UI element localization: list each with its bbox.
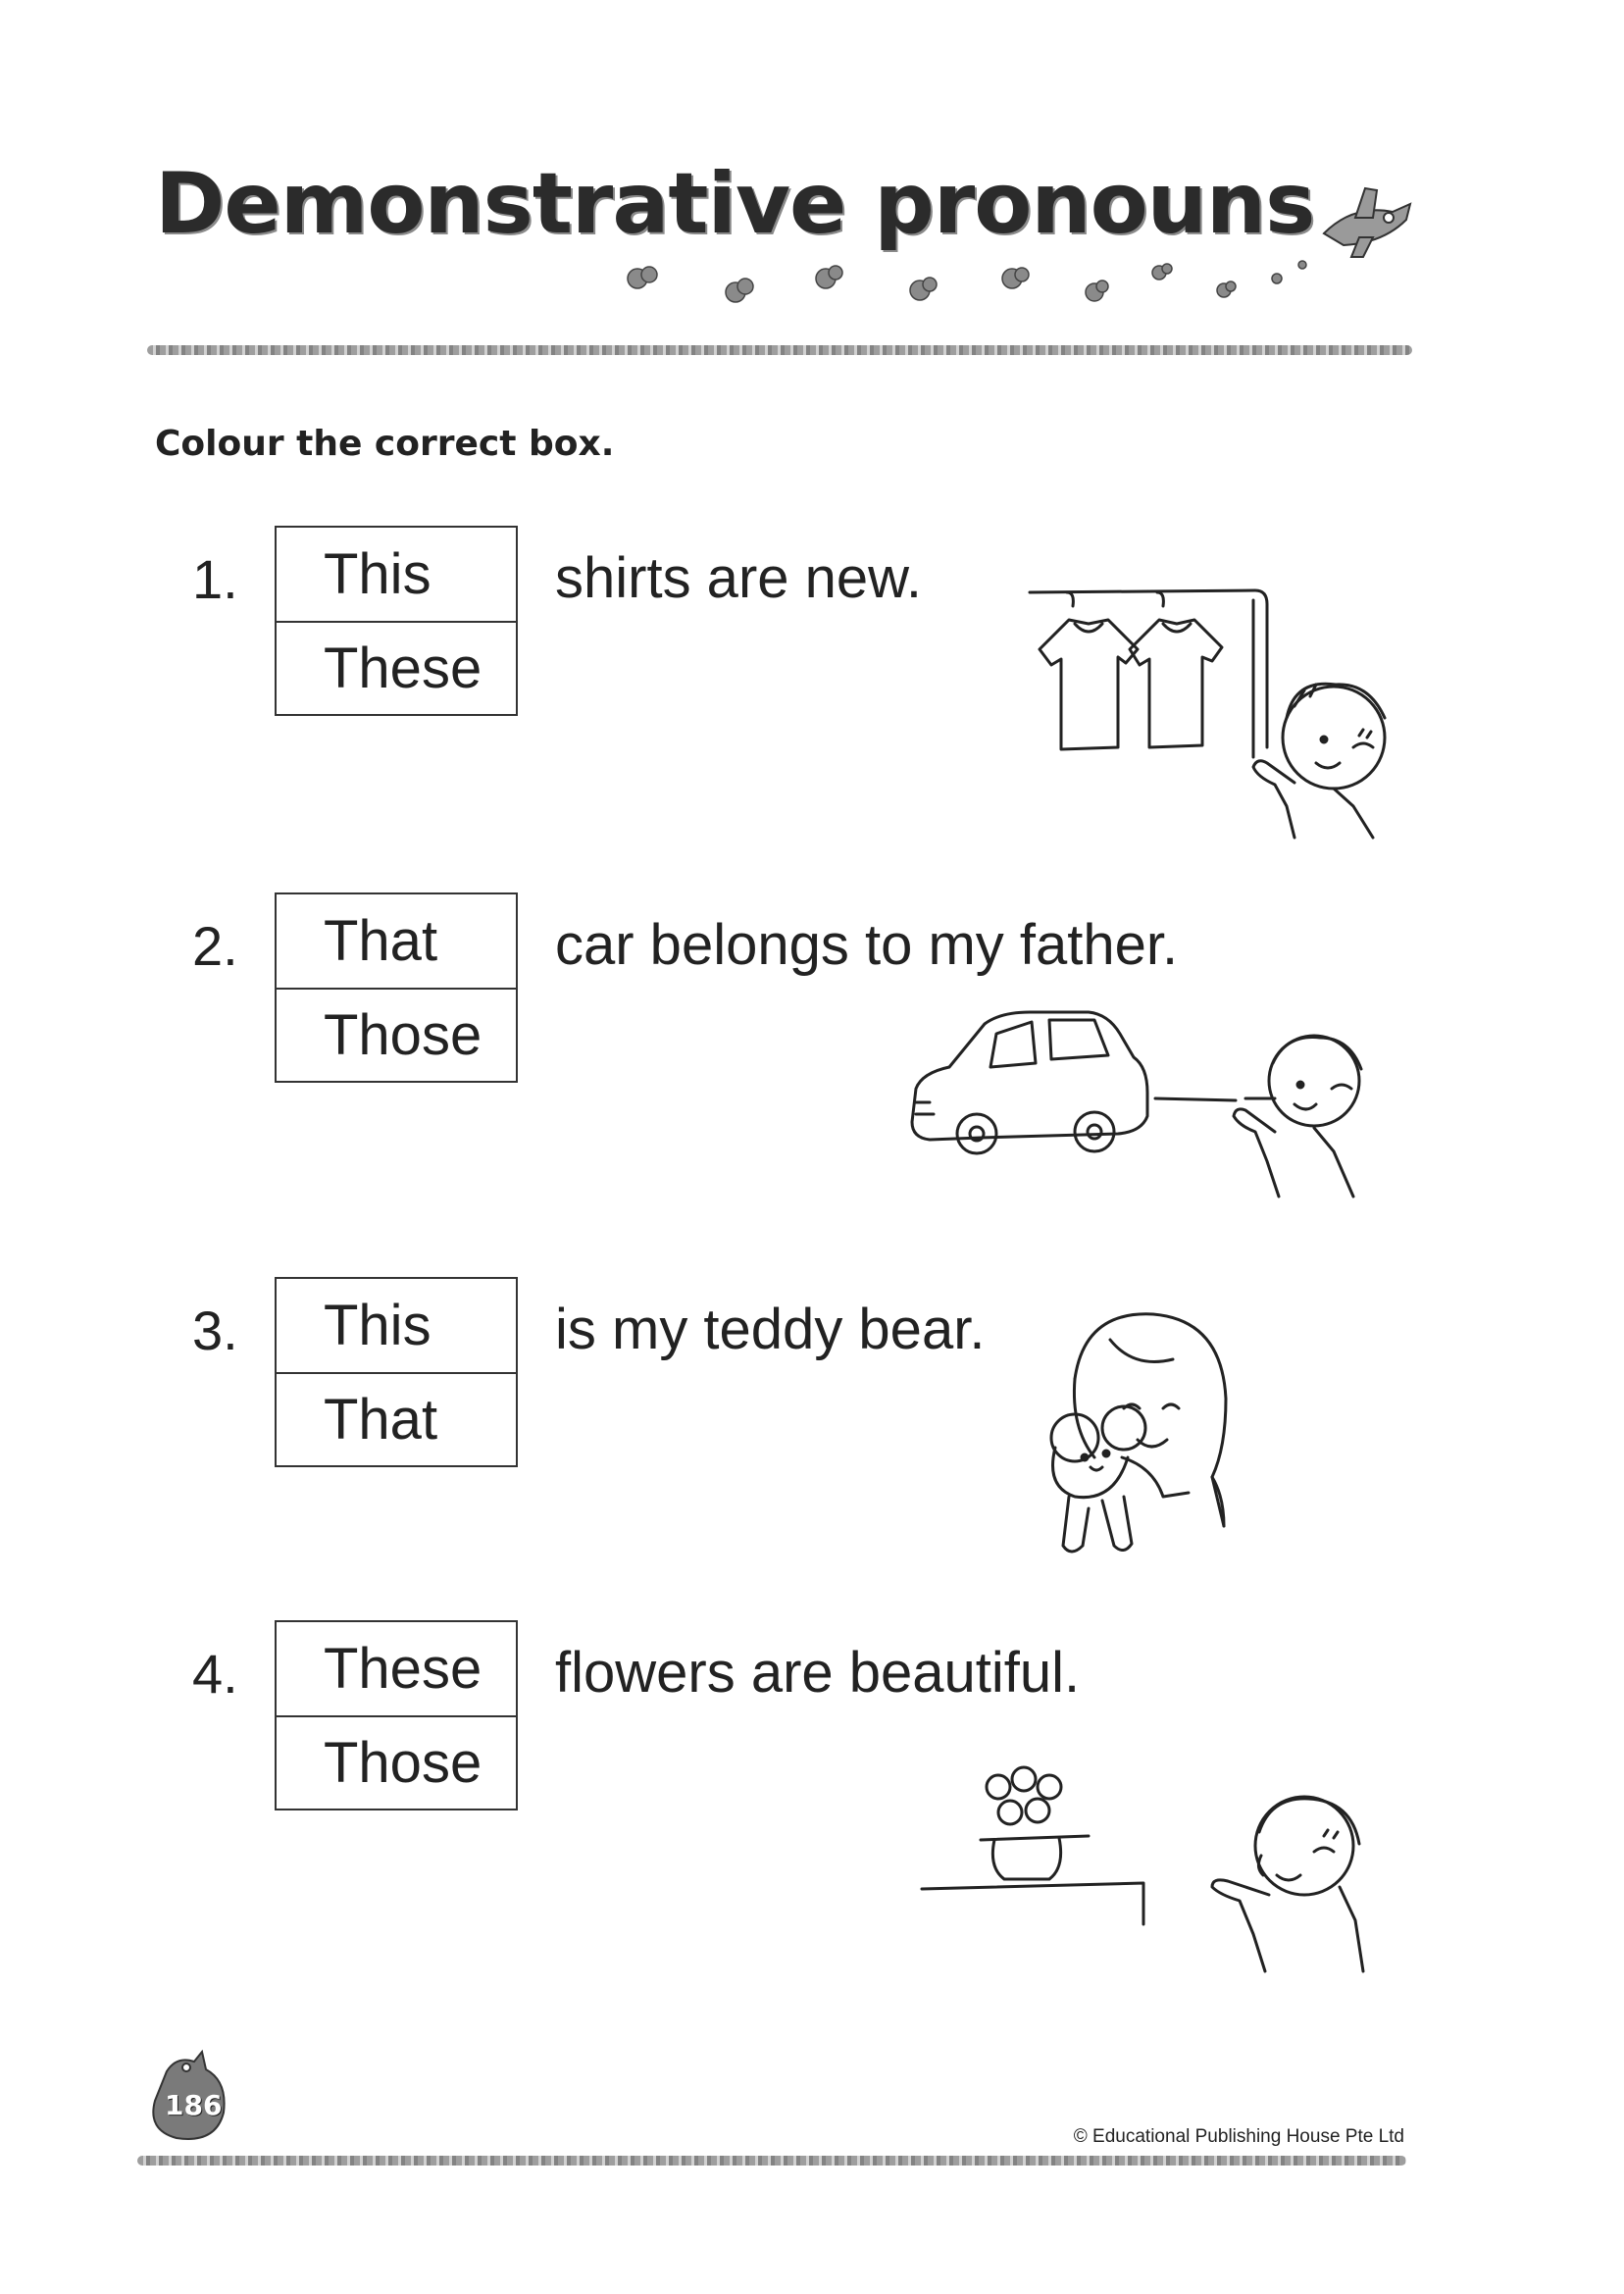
answer-option-those[interactable]: Those — [277, 988, 516, 1081]
answer-option-those[interactable]: Those — [277, 1715, 516, 1809]
boy-pointing-at-car-icon — [902, 994, 1393, 1210]
question-number: 3. — [192, 1300, 238, 1361]
answer-choice-box — [275, 1620, 518, 1810]
question-sentence: is my teddy bear. — [555, 1298, 986, 1361]
answer-option-that[interactable]: That — [324, 909, 438, 973]
answer-option-these[interactable]: These — [277, 621, 516, 714]
answer-option-this[interactable]: This — [324, 1294, 431, 1357]
question-sentence: car belongs to my father. — [555, 913, 1179, 977]
page-title: Demonstrative pronouns — [155, 155, 1315, 253]
boy-pointing-at-shirts-icon — [1000, 581, 1393, 845]
instruction-text: Colour the correct box. — [155, 424, 615, 464]
question-sentence: flowers are beautiful. — [555, 1641, 1081, 1705]
answer-choice-box — [275, 1277, 518, 1467]
girl-pointing-at-flowers-icon — [912, 1758, 1402, 1983]
top-divider — [147, 345, 1412, 355]
cloud-trail-icon — [618, 257, 1324, 316]
bottom-divider — [137, 2156, 1406, 2166]
answer-choice-box — [275, 526, 518, 716]
answer-option-these[interactable]: These — [324, 1637, 482, 1701]
question-sentence: shirts are new. — [555, 546, 922, 610]
question-number: 1. — [192, 548, 238, 610]
question-number: 4. — [192, 1643, 238, 1705]
answer-option-that[interactable]: That — [277, 1372, 516, 1465]
girl-holding-teddy-bear-icon — [1016, 1300, 1251, 1585]
copyright-text: © Educational Publishing House Pte Ltd — [1073, 2126, 1404, 2147]
answer-choice-box — [275, 892, 518, 1083]
airplane-icon — [1304, 175, 1422, 263]
answer-option-this[interactable]: This — [324, 542, 431, 606]
page-number: 186 — [165, 2089, 223, 2121]
question-number: 2. — [192, 915, 238, 977]
